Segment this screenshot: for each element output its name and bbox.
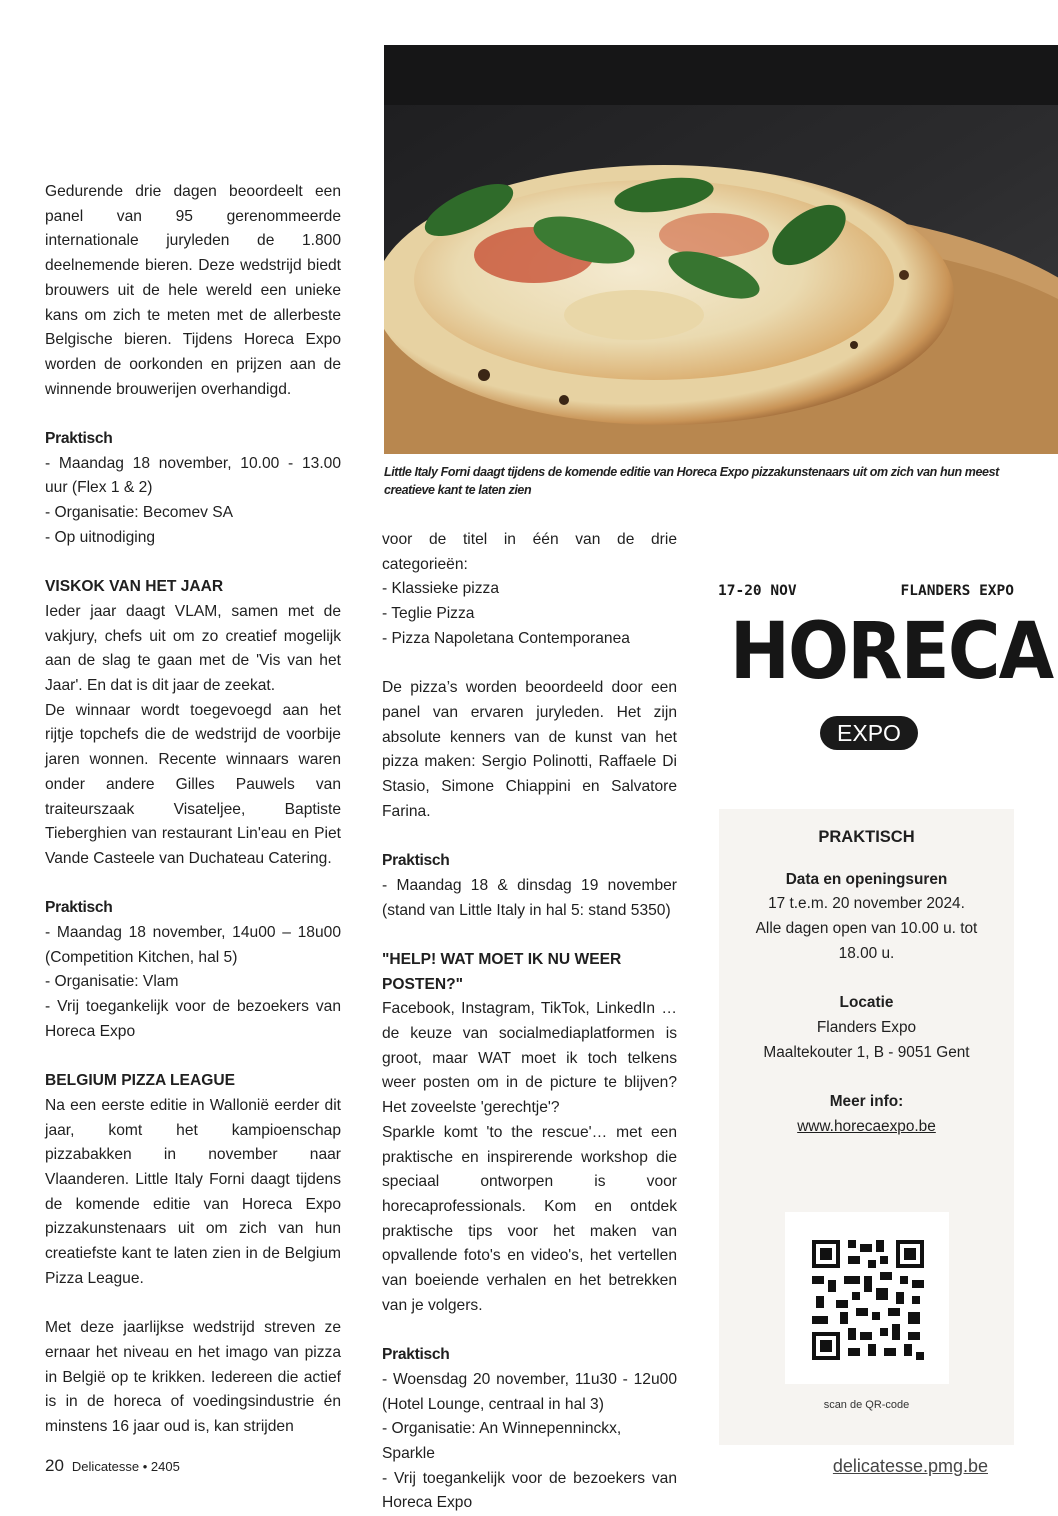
practical-title-pizza: Praktisch [382,852,450,870]
pizza-paragraph: Met deze jaarlijkse wedstrijd streven ze ernaar het niveau en het imago van pizza in België op te krikken. Iedereen die actief is in de horeca of voedingsindustrie én minstens 16 jaar oud is, kan strijden [45,1319,341,1436]
practical-item: - Maandag 18 november, 10.00 - 13.00 uur (Flex 1 & 2) [45,454,341,497]
category-item: - Klassieke pizza [382,580,499,598]
practical-item: - Maandag 18 & dinsdag 19 november (stand van Little Italy in hal 5: stand 5350) [382,876,677,919]
logo-dates: 17-20 NOV [718,583,797,599]
photo-caption: Little Italy Forni daagt tijdens de komende editie van Horeca Expo pizzakunstenaars uit om zich van hun meest creatieve kant te laten zien [384,465,999,497]
logo-badge: EXPO [820,716,918,750]
qr-card[interactable] [785,1212,949,1384]
viskok-paragraph: De winnaar wordt toegevoegd aan het rijtje topchefs die de wedstrijd de voorbije jaren wonnen. Recente winnaars waren onder andere Gilles Pauwels van traiteurszaak Visateljee, Baptiste Tieberghien van restaurant Lin'eau en Piet Vande Casteele van Duchateau Catering. [45,701,341,867]
logo-venue: FLANDERS EXPO [900,583,1014,599]
help-paragraph: Sparkle komt 'to the rescue'… met een praktische en inspirerende workshop die speciaal ontworpen is voor horecaprofessionals. Kom en ontdek praktische tips voor het maken van opvallende foto's en video's, het vertellen van boeiende verhalen en het betrekken van je volgers. [382,1123,677,1314]
info-location-line: Flanders Expo [816,1018,917,1036]
pizza-illustration [384,45,1058,454]
help-paragraph: Facebook, Instagram, TikTok, LinkedIn … de keuze van socialmediaplatformen is groot, maar WAT moet ik toch telkens weer posten om in de picture te blijven? Het zoveelste 'gerechtje'? [382,1000,677,1117]
practical-title-beer: Praktisch [45,430,113,448]
practical-item: - Vrij toegankelijk voor de bezoekers van Horeca Expo [382,1469,677,1512]
practical-info-box [719,809,1014,1445]
pizza-photo [384,45,1058,454]
pizza-categories-intro: voor de titel in één van de drie categorieën: [382,531,677,573]
info-location-label: Locatie [839,994,894,1012]
qr-caption: scan de QR-code [823,1399,910,1411]
practical-item: - Op uitnodiging [45,528,156,546]
practical-item: - Organisatie: Vlam [45,973,179,991]
article-column-left [45,180,341,1440]
qr-code-icon[interactable] [812,1240,924,1360]
article-column-middle [382,528,677,1516]
practical-item: - Organisatie: An Winnepenninckx, Sparkle [382,1420,622,1462]
practical-title-viskok: Praktisch [45,899,113,917]
info-more-label: Meer info: [829,1093,904,1110]
pizza-heading: BELGIUM PIZZA LEAGUE [45,1072,236,1090]
horeca-expo-logo [718,583,1053,753]
practical-item: - Woensdag 20 november, 11u30 - 12u00 (Hotel Lounge, centraal in hal 3) [382,1370,677,1413]
beer-paragraph: Gedurende drie dagen beoordeelt een panel van 95 gerenommeerde internationale juryleden de 1.800 deelnemende bieren. Deze wedstrijd biedt brouwers uit de hele wereld een unieke kans om zich te meten met de allerbeste Belgische bieren. Tijdens Horeca Expo worden de oorkonden en prijzen aan de winnende brouwerijen overhandigd. [45,183,341,398]
logo-wordmark: HORECA [729,607,1053,697]
publication-name: Delicatesse • 2405 [71,1459,180,1474]
viskok-heading: VISKOK VAN HET JAAR [45,578,224,596]
info-dates-line: Alle dagen open van 10.00 u. tot [755,920,978,938]
category-item: - Pizza Napoletana Contemporanea [382,629,630,647]
practical-item: - Organisatie: Becomev SA [45,504,234,522]
viskok-paragraph: Ieder jaar daagt VLAM, samen met de vakjury, chefs uit om zo creatief mogelijk aan de slag te gaan met de 'Vis van het Jaar'. En dat is dit jaar de zeekat. [45,602,341,695]
info-dates-line: 17 t.e.m. 20 november 2024. [768,895,965,913]
category-item: - Teglie Pizza [382,605,475,623]
info-location-line: Maaltekouter 1, B - 9051 Gent [763,1043,970,1061]
practical-title-help: Praktisch [382,1346,450,1364]
help-heading: "HELP! WAT MOET IK NU WEER POSTEN?" [382,950,622,993]
info-dates-label: Data en openingsuren [785,870,948,888]
footer-page-info [45,1456,180,1476]
jury-paragraph: De pizza’s worden beoordeeld door een panel van ervaren juryleden. Het zijn absolute kenners van de kunst van het pizza maken: Sergio Polinotti, Raffaele Di Stasio, Simone Chiappini en Salvatore Farina. [382,679,677,820]
info-dates-line: 18.00 u. [838,944,895,962]
footer-website-link[interactable]: delicatesse.pmg.be [832,1456,988,1476]
info-website-link[interactable]: www.horecaexpo.be [797,1117,936,1135]
pizza-paragraph: Na een eerste editie in Wallonië eerder dit jaar, komt het kampioenschap pizzabakken in november naar Vlaanderen. Little Italy Forni daagt tijdens de komende editie van Horeca Expo pizzakunstenaars uit om zich van hun creatiefste kant te laten zien in de Belgium Pizza League. [45,1096,341,1287]
info-title: PRAKTISCH [818,828,915,846]
page-number: 20 [45,1456,64,1475]
practical-item: - Maandag 18 november, 14u00 – 18u00 (Competition Kitchen, hal 5) [45,924,341,966]
practical-item: - Vrij toegankelijk voor de bezoekers van Horeca Expo [45,998,341,1040]
